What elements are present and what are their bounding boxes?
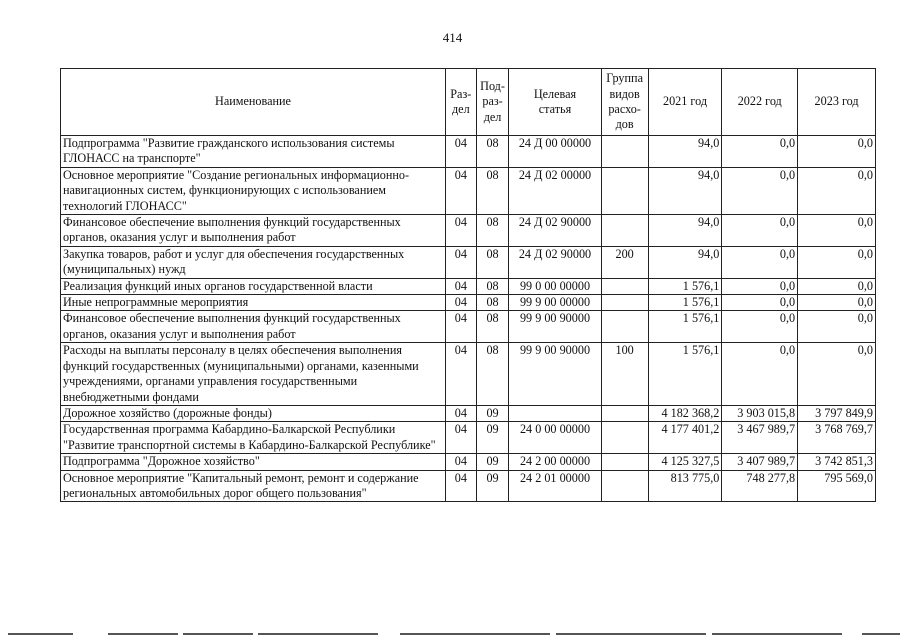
cell-amount-2021: 1 576,1 xyxy=(648,295,722,311)
footer-line xyxy=(8,633,73,635)
cell-amount-2023: 0,0 xyxy=(798,311,876,343)
cell-name: Финансовое обеспечение выполнения функций государственных органов, оказания услуг и выполнения работ xyxy=(61,215,446,247)
header-expense-group: Группа видов расхо- дов xyxy=(601,69,648,136)
cell-amount-2021: 4 125 327,5 xyxy=(648,454,722,470)
cell-subsection: 09 xyxy=(476,470,509,502)
footer-line xyxy=(258,633,378,635)
cell-expense-group xyxy=(601,215,648,247)
cell-amount-2021: 813 775,0 xyxy=(648,470,722,502)
cell-name: Расходы на выплаты персоналу в целях обеспечения выполнения функций государственных (муниципальными) органами, казенными учреждениями, органами управления государственными внебюджетными фондами xyxy=(61,343,446,406)
cell-subsection: 08 xyxy=(476,246,509,278)
cell-section: 04 xyxy=(445,215,476,247)
header-section: Раз- дел xyxy=(445,69,476,136)
cell-expense-group xyxy=(601,405,648,421)
header-name: Наименование xyxy=(61,69,446,136)
cell-amount-2023: 795 569,0 xyxy=(798,470,876,502)
cell-amount-2021: 1 576,1 xyxy=(648,311,722,343)
cell-expense-group xyxy=(601,422,648,454)
cell-name: Реализация функций иных органов государственной власти xyxy=(61,278,446,294)
cell-target-article: 99 9 00 90000 xyxy=(509,311,601,343)
cell-expense-group xyxy=(601,470,648,502)
cell-name: Закупка товаров, работ и услуг для обеспечения государственных (муниципальных) нужд xyxy=(61,246,446,278)
cell-amount-2021: 1 576,1 xyxy=(648,343,722,406)
cell-amount-2021: 94,0 xyxy=(648,215,722,247)
header-subsection: Под- раз- дел xyxy=(476,69,509,136)
table-row xyxy=(61,343,876,406)
cell-amount-2021: 94,0 xyxy=(648,167,722,214)
cell-amount-2022: 0,0 xyxy=(722,215,798,247)
cell-section: 04 xyxy=(445,311,476,343)
cell-section: 04 xyxy=(445,343,476,406)
cell-target-article: 24 Д 02 90000 xyxy=(509,215,601,247)
header-year-2023: 2023 год xyxy=(798,69,876,136)
header-year-2022: 2022 год xyxy=(722,69,798,136)
table-row xyxy=(61,215,876,247)
cell-amount-2023: 0,0 xyxy=(798,343,876,406)
cell-section: 04 xyxy=(445,136,476,168)
table-row xyxy=(61,311,876,343)
cell-expense-group xyxy=(601,278,648,294)
footer-line xyxy=(183,633,253,635)
cell-name: Подпрограмма "Дорожное хозяйство" xyxy=(61,454,446,470)
table-row xyxy=(61,405,876,421)
table-header-row xyxy=(61,69,876,136)
cell-expense-group xyxy=(601,311,648,343)
cell-target-article: 24 2 00 00000 xyxy=(509,454,601,470)
cell-amount-2022: 0,0 xyxy=(722,343,798,406)
cell-subsection: 09 xyxy=(476,454,509,470)
cell-expense-group xyxy=(601,136,648,168)
cell-target-article xyxy=(509,405,601,421)
cell-subsection: 08 xyxy=(476,136,509,168)
cell-expense-group xyxy=(601,167,648,214)
footer-line xyxy=(556,633,706,635)
cell-target-article: 99 9 00 00000 xyxy=(509,295,601,311)
cell-subsection: 09 xyxy=(476,405,509,421)
cell-amount-2021: 94,0 xyxy=(648,136,722,168)
cell-section: 04 xyxy=(445,405,476,421)
cell-name: Подпрограмма "Развитие гражданского использования системы ГЛОНАСС на транспорте" xyxy=(61,136,446,168)
cell-target-article: 24 Д 00 00000 xyxy=(509,136,601,168)
cell-name: Основное мероприятие "Капитальный ремонт, ремонт и содержание региональных автомобильных дорог общего пользования" xyxy=(61,470,446,502)
cell-expense-group: 100 xyxy=(601,343,648,406)
cell-amount-2022: 3 467 989,7 xyxy=(722,422,798,454)
cell-section: 04 xyxy=(445,246,476,278)
cell-amount-2022: 0,0 xyxy=(722,136,798,168)
table-row xyxy=(61,167,876,214)
cell-section: 04 xyxy=(445,278,476,294)
page-number: 414 xyxy=(442,30,463,45)
cell-section: 04 xyxy=(445,167,476,214)
cell-amount-2023: 0,0 xyxy=(798,278,876,294)
cell-amount-2021: 4 177 401,2 xyxy=(648,422,722,454)
cell-amount-2022: 748 277,8 xyxy=(722,470,798,502)
cell-subsection: 08 xyxy=(476,215,509,247)
cell-subsection: 08 xyxy=(476,343,509,406)
cell-subsection: 08 xyxy=(476,278,509,294)
cell-expense-group xyxy=(601,454,648,470)
table-row xyxy=(61,295,876,311)
cell-target-article: 99 9 00 90000 xyxy=(509,343,601,406)
cell-amount-2023: 0,0 xyxy=(798,136,876,168)
cell-section: 04 xyxy=(445,422,476,454)
cell-expense-group xyxy=(601,295,648,311)
cell-amount-2022: 0,0 xyxy=(722,167,798,214)
cell-amount-2023: 3 742 851,3 xyxy=(798,454,876,470)
cell-subsection: 08 xyxy=(476,295,509,311)
cell-amount-2023: 0,0 xyxy=(798,246,876,278)
cell-name: Государственная программа Кабардино-Балкарской Республики "Развитие транспортной системы в Кабардино-Балкарской Республике" xyxy=(61,422,446,454)
cell-amount-2022: 3 903 015,8 xyxy=(722,405,798,421)
table-row xyxy=(61,278,876,294)
table-row xyxy=(61,136,876,168)
cell-amount-2022: 0,0 xyxy=(722,278,798,294)
cell-target-article: 24 Д 02 90000 xyxy=(509,246,601,278)
cell-amount-2021: 1 576,1 xyxy=(648,278,722,294)
cell-amount-2021: 94,0 xyxy=(648,246,722,278)
cell-name: Дорожное хозяйство (дорожные фонды) xyxy=(61,405,446,421)
footer-line xyxy=(108,633,178,635)
cell-section: 04 xyxy=(445,295,476,311)
cell-expense-group: 200 xyxy=(601,246,648,278)
cell-target-article: 24 Д 02 00000 xyxy=(509,167,601,214)
cell-amount-2023: 3 797 849,9 xyxy=(798,405,876,421)
cell-section: 04 xyxy=(445,470,476,502)
cell-amount-2022: 0,0 xyxy=(722,246,798,278)
header-target-article: Целевая статья xyxy=(509,69,601,136)
cell-amount-2021: 4 182 368,2 xyxy=(648,405,722,421)
cell-amount-2022: 0,0 xyxy=(722,295,798,311)
footer-line xyxy=(400,633,550,635)
cell-amount-2022: 0,0 xyxy=(722,311,798,343)
cell-name: Основное мероприятие "Создание региональных информационно-навигационных систем, функционирующих с использованием технологий ГЛОНАСС" xyxy=(61,167,446,214)
cell-amount-2023: 0,0 xyxy=(798,167,876,214)
cell-section: 04 xyxy=(445,454,476,470)
cell-amount-2023: 3 768 769,7 xyxy=(798,422,876,454)
cell-subsection: 09 xyxy=(476,422,509,454)
footer-line xyxy=(862,633,900,635)
cell-name: Иные непрограммные мероприятия xyxy=(61,295,446,311)
cell-amount-2023: 0,0 xyxy=(798,295,876,311)
table-row xyxy=(61,470,876,502)
footer-line xyxy=(712,633,842,635)
cell-subsection: 08 xyxy=(476,167,509,214)
cell-amount-2023: 0,0 xyxy=(798,215,876,247)
table-row xyxy=(61,454,876,470)
cell-target-article: 99 0 00 00000 xyxy=(509,278,601,294)
cell-target-article: 24 0 00 00000 xyxy=(509,422,601,454)
cell-subsection: 08 xyxy=(476,311,509,343)
table-row xyxy=(61,422,876,454)
cell-target-article: 24 2 01 00000 xyxy=(509,470,601,502)
cell-amount-2022: 3 407 989,7 xyxy=(722,454,798,470)
table-row xyxy=(61,246,876,278)
header-year-2021: 2021 год xyxy=(648,69,722,136)
budget-table xyxy=(60,68,876,502)
cell-name: Финансовое обеспечение выполнения функций государственных органов, оказания услуг и выполнения работ xyxy=(61,311,446,343)
